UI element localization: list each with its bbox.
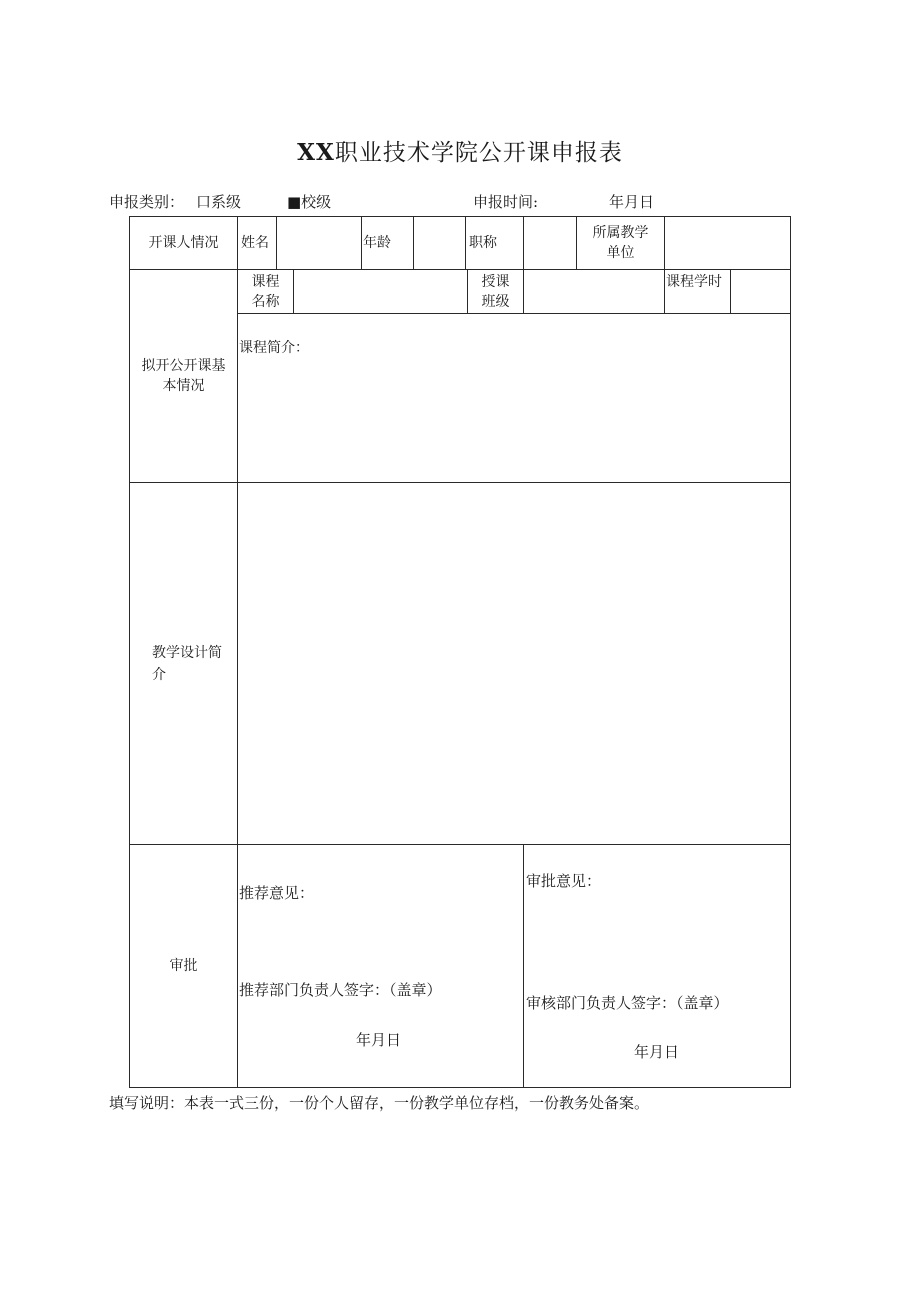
- name-label: 姓名: [241, 235, 269, 251]
- course-hours-field[interactable]: [731, 270, 790, 313]
- recommendation-label: 推荐意见：: [239, 884, 315, 902]
- teaching-unit-label: 所属教学单位: [592, 225, 649, 261]
- application-time-label: 申报时间:: [473, 193, 539, 211]
- form-title: [0, 134, 920, 167]
- teaching-design-field[interactable]: [238, 483, 790, 844]
- option-school-level[interactable]: ■校级: [287, 193, 332, 211]
- filling-instructions: 填写说明：本表一式三份，一份个人留存，一份教学单位存档，一份教务处备案。: [109, 1094, 650, 1112]
- application-date: 年月日: [609, 193, 655, 211]
- teacher-info-header: 开课人情况: [148, 235, 219, 251]
- course-name-label: 课程名称: [251, 273, 280, 310]
- approval-signature-label: 审核部门负责人签字：（盖章）: [526, 994, 729, 1012]
- age-field[interactable]: [414, 217, 465, 269]
- course-hours-label: 课程学时: [666, 274, 722, 290]
- option-department-level[interactable]: 口系级: [196, 193, 242, 211]
- application-type-label: 申报类别：: [109, 193, 185, 211]
- class-label: 授课班级: [481, 273, 510, 310]
- course-basic-info-header: 拟开公开课基本情况: [141, 358, 226, 394]
- approval-opinion-field[interactable]: [524, 845, 790, 1087]
- age-label: 年龄: [363, 235, 391, 251]
- approval-opinion-label: 审批意见：: [526, 872, 602, 890]
- recommendation-field[interactable]: [238, 845, 523, 1087]
- job-title-label: 职称: [469, 235, 497, 251]
- name-field[interactable]: [277, 217, 361, 269]
- teaching-unit-field[interactable]: [665, 217, 790, 269]
- course-intro-field[interactable]: [238, 314, 790, 482]
- recommendation-signature-label: 推荐部门负责人签字：（盖章）: [239, 981, 442, 999]
- class-field[interactable]: [524, 270, 664, 313]
- course-name-field[interactable]: [294, 270, 467, 313]
- course-intro-label: 课程简介：: [239, 340, 309, 356]
- approval-date: 年月日: [634, 1043, 680, 1061]
- recommendation-date: 年月日: [356, 1031, 402, 1049]
- teaching-design-header: 教学设计简介: [152, 645, 222, 683]
- job-title-field[interactable]: [524, 217, 576, 269]
- title-text: 职业技术学院公开课申报表: [334, 140, 623, 166]
- approval-header: 审批: [169, 958, 198, 974]
- title-prefix: XX: [297, 139, 335, 166]
